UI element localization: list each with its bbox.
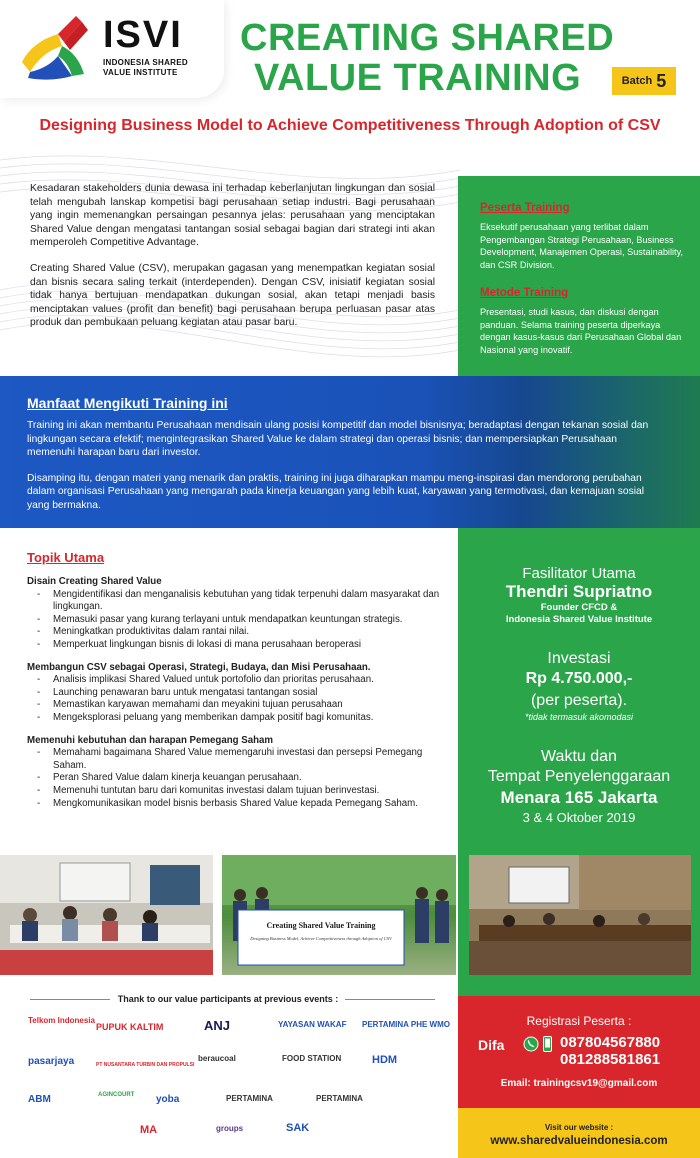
contact-name: Difa <box>478 1037 505 1053</box>
peserta-section <box>480 202 690 271</box>
participant-logo: yoba <box>156 1094 180 1105</box>
training-info-panel <box>458 176 700 376</box>
list-item: - Peran Shared Value dalam kinerja keuangan perusahaan. <box>27 772 447 785</box>
list-item: - Mengeksplorasi peluang yang memberikan dampak positif bagi komunitas. <box>27 712 447 725</box>
fasilitator-role-1: Founder CFCD & <box>540 602 618 613</box>
title-line-2: VALUE TRAINING <box>254 57 582 99</box>
logo-subtitle-1: INDONESIA SHARED <box>103 58 188 67</box>
metode-text: Presentasi, studi kasus, dan diskusi dengan panduan. Selama training peserta diperkaya dengan kasus-kasus dari Perusahaan Global dan Nasional yang inovatif. <box>480 307 682 355</box>
fasilitator-label: Fasilitator Utama <box>522 565 636 582</box>
batch-label: Batch <box>621 75 653 87</box>
participant-logo: beraucoal <box>198 1054 236 1063</box>
logo-name: ISVI <box>103 14 183 56</box>
investasi-note: *tidak termasuk akomodasi <box>524 712 634 722</box>
investasi-label: Investasi <box>547 650 611 667</box>
metode-title: Metode Training <box>480 287 569 299</box>
participant-logo: groups <box>216 1124 244 1133</box>
participant-logo: PERTAMINA PHE WMO <box>362 1020 450 1029</box>
manfaat-text <box>27 419 667 513</box>
list-item: - Mengidentifikasi dan menganalisis kebutuhan yang tidak terpenuhi dalam masyarakat dan lingkungan. <box>27 589 447 614</box>
topik-group-heading: Membangun CSV sebagai Operasi, Strategi, Budaya, dan Misi Perusahaan. <box>27 661 371 673</box>
intro-paragraph-1: Kesadaran stakeholders dunia dewasa ini terhadap keberlanjutan lingkungan dan sosial telah mengubah lanskap kompetisi bagi perusahaan setiap industri. Bagi perusahaan yang ingin memenangkan persaingan pesannya jelas: perusahaan yang menciptakan Shared Value dengan mengatasi tantangan sosial sebagai bagian dari strategi inti akan memperoleh Competitive Advantage. <box>30 183 435 249</box>
list-item: - Memastikan karyawan memahami dan meyakini tujuan perusahaan <box>27 699 447 712</box>
participant-logo: YAYASAN WAKAF <box>278 1020 347 1029</box>
intro-text <box>30 182 435 330</box>
contact-phone-1[interactable]: 087804567880 <box>560 1034 661 1051</box>
banner-subtitle: Designing Business Model, Achieve Competitiveness through Adoption of CSV <box>250 936 392 941</box>
list-item: - Launching penawaran baru untuk mengatasi tantangan sosial <box>27 687 447 700</box>
manfaat-title: Manfaat Mengikuti Training ini <box>27 395 228 411</box>
topik-group <box>27 735 447 811</box>
participant-logo: PT NUSANTARA TURBIN DAN PROPULSI <box>96 1062 195 1068</box>
metode-section <box>480 287 690 356</box>
list-item: - Mengkomunikasikan model bisnis berbasis Shared Value kepada Pemegang Saham. <box>27 798 447 811</box>
participant-logo: pasarjaya <box>28 1056 75 1067</box>
phone-icon <box>543 1036 552 1052</box>
list-item: - Memperkuat lingkungan bisnis di lokasi di mana perusahaan beroperasi <box>27 639 447 652</box>
training-photo-2 <box>222 855 456 975</box>
investasi-per: (per peserta). <box>530 692 628 709</box>
thanks-text: Thank to our value participants at previous events : <box>117 994 339 1004</box>
topik-group <box>27 662 447 725</box>
list-item: - Analisis implikasi Shared Valued untuk portofolio dan prioritas perusahaan. <box>27 674 447 687</box>
participant-logos <box>20 1012 450 1147</box>
topik-group-heading: Disain Creating Shared Value <box>27 576 162 587</box>
website-link[interactable]: www.sharedvalueindonesia.com <box>490 1135 668 1147</box>
participant-logo: HDM <box>372 1054 398 1066</box>
investasi-price: Rp 4.750.000,- <box>525 670 633 687</box>
batch-number: 5 <box>656 70 667 91</box>
isvi-logo <box>0 0 224 98</box>
header <box>0 0 700 108</box>
list-item: - Memenuhi tuntutan baru dari komunitas investasi dalam tujuan berinvestasi. <box>27 785 447 798</box>
batch-badge <box>612 67 676 95</box>
participant-logo: MA <box>140 1124 158 1136</box>
contact-phone-2[interactable]: 081288581861 <box>560 1051 661 1068</box>
logo-subtitle-2: VALUE INSTITUTE <box>103 68 178 77</box>
participant-logo: PUPUK KALTIM <box>96 1022 164 1032</box>
participant-logo: PERTAMINA <box>316 1094 363 1103</box>
topik-title: Topik Utama <box>27 550 105 565</box>
waktu-label-2: Tempat Penyelenggaraan <box>487 768 671 785</box>
manfaat-paragraph-2: Disamping itu, dengan materi yang menarik dan praktis, training ini juga diharapkan mampu meng-inspirasi dan mendorong perubahan dalam organisasi Perusahaan yang mengarah pada kinerja keuangan yang lebih kuat, karyawan yang termotivasi, dan kemajuan sosial yang bermakna. <box>27 472 645 511</box>
fasilitator-name: Thendri Supriatno <box>505 582 653 601</box>
registration-title: Registrasi Peserta : <box>526 1014 632 1028</box>
participant-logo: ANJ <box>204 1018 231 1033</box>
website-label: Visit our website : <box>544 1123 614 1132</box>
intro-paragraph-2: Creating Shared Value (CSV), merupakan gagasan yang menempatkan kegiatan sosial dan bisnis secara saling terkait (interdependen). Dengan CSV, inisiatif kegiatan sosial tidak hanya bertujuan mendapatkan dukungan sosial, akan tetapi menjadi basis menciptakan values (profit dan benefit) bagi perusahaan berupa perluasan pasar atas produk dan pembukaan peluang kegiatan atau pasar baru. <box>30 262 435 329</box>
topik-group <box>27 576 447 652</box>
banner-title: Creating Shared Value Training <box>266 921 376 930</box>
participant-logo: SAK <box>286 1122 310 1134</box>
participant-logo: PERTAMINA <box>226 1094 273 1103</box>
waktu-label-1: Waktu dan <box>541 748 617 765</box>
list-item: - Meningkatkan produktivitas dalam rantai nilai. <box>27 626 447 639</box>
subtitle: Designing Business Model to Achieve Competitiveness Through Adoption of CSV <box>39 117 661 134</box>
training-photo-3 <box>469 855 691 975</box>
title-line-1: CREATING SHARED <box>240 17 615 59</box>
list-item: - Memasuki pasar yang kurang terlayani untuk mendapatkan keuntungan strategis. <box>27 614 447 627</box>
event-date: 3 & 4 Oktober 2019 <box>522 810 636 825</box>
website-panel <box>458 1108 700 1158</box>
fasilitator-role-2: Indonesia Shared Value Institute <box>505 614 653 625</box>
whatsapp-icon <box>523 1036 539 1052</box>
manfaat-paragraph-1: Training ini akan membantu Perusahaan mendisain ulang posisi kompetitif dan model bisnisnya; beradaptasi dengan tekanan sosial dan lingkungan secara efektif; mengintegrasikan Shared Value ke dalam strategi dan operasi bisnis; dan mempersiapkan Perusahaan memenuhi harapan baru dari investor. <box>27 420 649 459</box>
topik-group-heading: Memenuhi kebutuhan dan harapan Pemegang Saham <box>27 734 274 746</box>
participant-logo: AGINCOURT <box>98 1092 135 1098</box>
participant-logo: ABM <box>28 1094 51 1105</box>
list-item: - Memahami bagaimana Shared Value memengaruhi investasi dan persepsi Pemegang Saham. <box>27 747 447 772</box>
training-photo-1 <box>0 855 213 975</box>
participant-logo: Telkom Indonesia <box>28 1016 95 1025</box>
contact-email[interactable]: Email: trainingcsv19@gmail.com <box>500 1078 658 1089</box>
venue: Menara 165 Jakarta <box>500 788 658 807</box>
peserta-title: Peserta Training <box>480 202 570 214</box>
isvi-logo-mark-icon <box>18 12 100 84</box>
participant-logo: FOOD STATION <box>282 1054 342 1063</box>
peserta-text: Eksekutif perusahaan yang terlibat dalam Pengembangan Strategi Perusahaan, Business Development, Manajemen Operasi, Sustainability, dan CSR Division. <box>480 222 684 270</box>
topik-list <box>27 576 447 810</box>
